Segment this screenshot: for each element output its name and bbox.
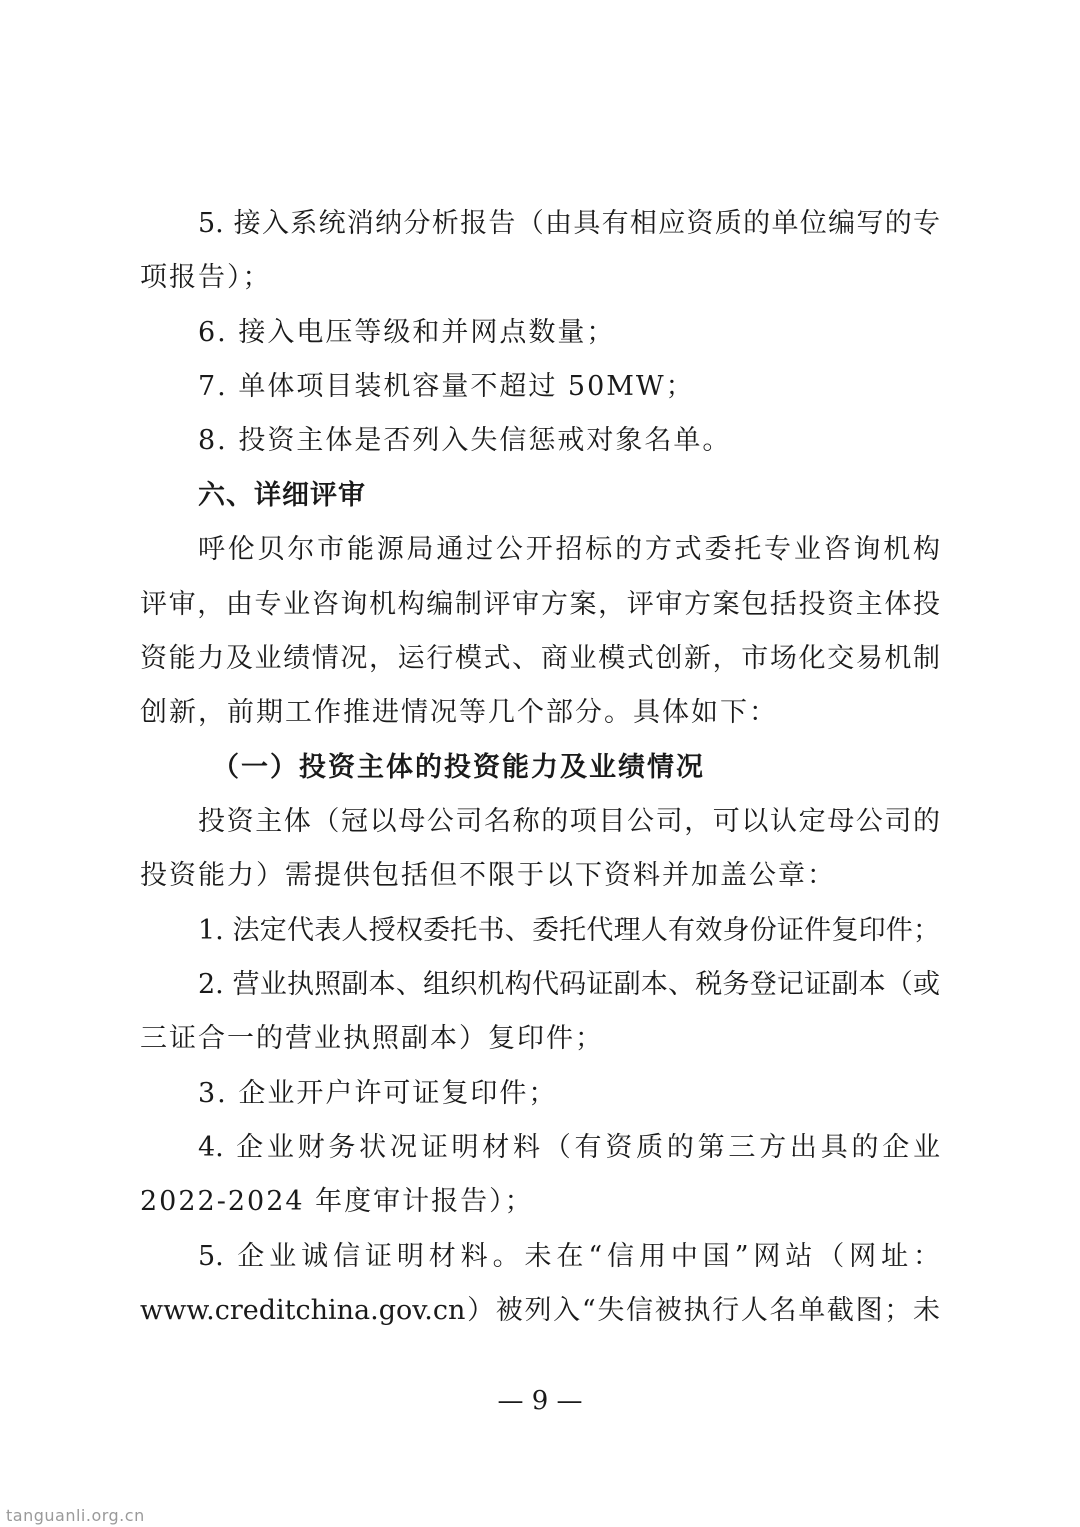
section-heading: 六、详细评审: [198, 480, 366, 511]
paragraph-line: 创新，前期工作推进情况等几个部分。具体如下：: [140, 697, 778, 728]
paragraph-line: 投资能力）需提供包括但不限于以下资料并加盖公章：: [140, 860, 836, 891]
paragraph-line: 呼伦贝尔市能源局通过公开招标的方式委托专业咨询机构: [198, 534, 940, 565]
paragraph-line: 3. 企业开户许可证复印件；: [198, 1078, 558, 1109]
paragraph-line: 2022-2024 年度审计报告）；: [140, 1186, 534, 1217]
page-number: — 9 —: [497, 1386, 583, 1416]
paragraph-line: 4. 企业财务状况证明材料（有资质的第三方出具的企业: [198, 1132, 940, 1163]
paragraph-line: www.creditchina.gov.cn）被列入“失信被执行人名单截图；未: [140, 1295, 940, 1326]
paragraph-line: 2. 营业执照副本、组织机构代码证副本、税务登记证副本（或: [198, 969, 940, 1000]
paragraph-line: 投资主体（冠以母公司名称的项目公司，可以认定母公司的: [198, 806, 940, 837]
paragraph-line: 5. 接入系统消纳分析报告（由具有相应资质的单位编写的专: [198, 208, 940, 239]
paragraph-line: 1. 法定代表人授权委托书、委托代理人有效身份证件复印件；: [198, 915, 940, 946]
paragraph-line: 7. 单体项目装机容量不超过 50MW；: [198, 371, 695, 402]
subsection-heading: （一）投资主体的投资能力及业绩情况: [212, 752, 705, 783]
watermark-text: tanguanli.org.cn: [6, 1506, 145, 1525]
paragraph-line: 6. 接入电压等级和并网点数量；: [198, 317, 616, 348]
paragraph-line: 三证合一的营业执照副本）复印件；: [140, 1023, 604, 1054]
paragraph-line: 项报告）；: [140, 262, 272, 293]
paragraph-line: 5. 企业诚信证明材料。未在“信用中国”网站（网址：: [198, 1241, 940, 1272]
paragraph-line: 资能力及业绩情况，运行模式、商业模式创新，市场化交易机制: [140, 643, 940, 674]
paragraph-line: 评审，由专业咨询机构编制评审方案，评审方案包括投资主体投: [140, 589, 940, 620]
paragraph-line: 8. 投资主体是否列入失信惩戒对象名单。: [198, 425, 732, 456]
